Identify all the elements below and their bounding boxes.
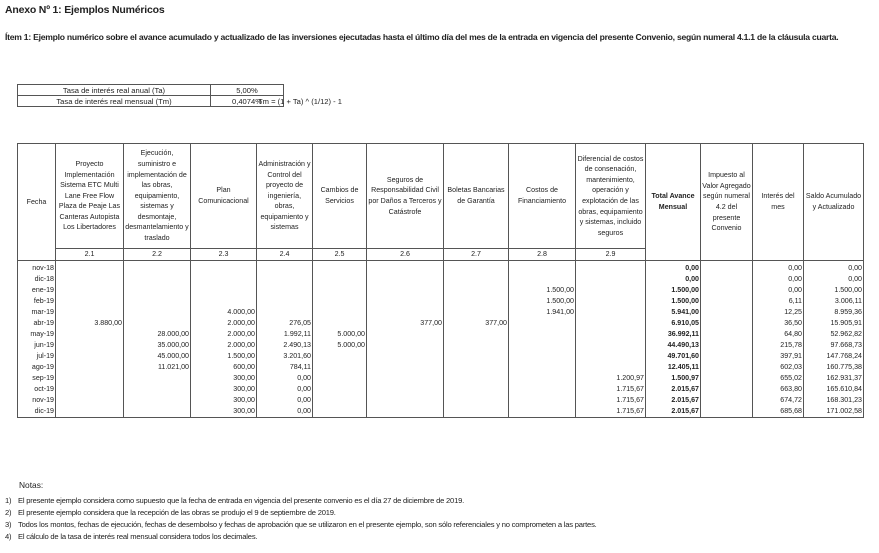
- value-cell: 215,78: [753, 340, 804, 351]
- value-cell: [701, 296, 753, 307]
- value-cell: [313, 384, 367, 395]
- value-cell: [56, 395, 124, 406]
- value-cell: 15.905,91: [804, 318, 864, 329]
- code-2-4: 2.4: [257, 249, 313, 261]
- value-cell: 5.000,00: [313, 329, 367, 340]
- col-header-2-1: Proyecto Implementación Sistema ETC Multi Lane Free Flow Plaza de Peaje Las Canteras Autopista Los Libertadores: [56, 144, 124, 249]
- col-header-2-8: Costos de Financiamiento: [509, 144, 576, 249]
- value-cell: [509, 274, 576, 285]
- value-cell: [576, 351, 646, 362]
- value-cell: [701, 340, 753, 351]
- value-cell: 162.931,37: [804, 373, 864, 384]
- rate-formula: Tm = (1 + Ta) ^ (1/12) - 1: [258, 97, 343, 106]
- value-cell: [367, 406, 444, 418]
- value-cell: [509, 384, 576, 395]
- value-cell: 147.768,24: [804, 351, 864, 362]
- value-cell: 1.500,00: [509, 296, 576, 307]
- value-cell: 1.715,67: [576, 395, 646, 406]
- value-cell: 6,11: [753, 296, 804, 307]
- value-cell: 0,00: [257, 384, 313, 395]
- col-header-2-3: Plan Comunicacional: [191, 144, 257, 249]
- value-cell: [313, 274, 367, 285]
- col-header-2-6: Seguros de Responsabilidad Civil por Daños a Terceros y Catástrofe: [367, 144, 444, 249]
- value-cell: [124, 384, 191, 395]
- value-cell: 2.000,00: [191, 318, 257, 329]
- value-cell: [313, 373, 367, 384]
- value-cell: [576, 285, 646, 296]
- col-header-2-7: Boletas Bancarias de Garantía: [444, 144, 509, 249]
- value-cell: [701, 395, 753, 406]
- page-title: Anexo Nº 1: Ejemplos Numéricos: [5, 4, 165, 16]
- value-cell: 0,00: [753, 274, 804, 285]
- annual-rate-value: 5,00%: [211, 85, 284, 96]
- value-cell: 49.701,60: [646, 351, 701, 362]
- value-cell: 64,80: [753, 329, 804, 340]
- table-row: [18, 406, 864, 418]
- col-header-total: Total Avance Mensual: [646, 144, 701, 261]
- note-text: El presente ejemplo considera que la recepción de las obras se produjo el 9 de septiembre de 2019.: [18, 508, 336, 517]
- value-cell: 1.500,00: [191, 351, 257, 362]
- value-cell: [576, 296, 646, 307]
- value-cell: [367, 362, 444, 373]
- value-cell: 1.992,11: [257, 329, 313, 340]
- value-cell: [701, 318, 753, 329]
- value-cell: [313, 395, 367, 406]
- value-cell: [56, 351, 124, 362]
- col-header-interes: Interés del mes: [753, 144, 804, 261]
- date-cell: dic-19: [18, 406, 56, 418]
- value-cell: [313, 318, 367, 329]
- code-2-6: 2.6: [367, 249, 444, 261]
- table-row: [18, 318, 864, 329]
- value-cell: 8.959,36: [804, 307, 864, 318]
- table-row: [18, 261, 864, 275]
- col-header-2-5: Cambios de Servicios: [313, 144, 367, 249]
- value-cell: 97.668,73: [804, 340, 864, 351]
- value-cell: 2.490,13: [257, 340, 313, 351]
- value-cell: [367, 373, 444, 384]
- value-cell: [56, 406, 124, 418]
- value-cell: [124, 406, 191, 418]
- date-cell: ene-19: [18, 285, 56, 296]
- value-cell: 36.992,11: [646, 329, 701, 340]
- value-cell: [124, 373, 191, 384]
- value-cell: [576, 318, 646, 329]
- note-number: 4): [5, 532, 12, 541]
- value-cell: [701, 307, 753, 318]
- col-header-2-4: Administración y Control del proyecto de ingeniería, obras, equipamiento y sistemas: [257, 144, 313, 249]
- value-cell: 0,00: [804, 274, 864, 285]
- value-cell: 0,00: [257, 373, 313, 384]
- value-cell: [56, 340, 124, 351]
- value-cell: [701, 373, 753, 384]
- value-cell: 2.015,67: [646, 384, 701, 395]
- value-cell: [313, 261, 367, 275]
- value-cell: 2.015,67: [646, 406, 701, 418]
- value-cell: 3.880,00: [56, 318, 124, 329]
- value-cell: 377,00: [444, 318, 509, 329]
- table-row: [18, 296, 864, 307]
- col-header-2-2: Ejecución, suministro e implementación de las obras, equipamiento, sistemas y desmontaje, desmantelamiento y traslado: [124, 144, 191, 249]
- date-cell: nov-18: [18, 261, 56, 275]
- value-cell: 0,00: [804, 261, 864, 275]
- value-cell: 1.500,00: [646, 285, 701, 296]
- value-cell: [509, 362, 576, 373]
- value-cell: 3.006,11: [804, 296, 864, 307]
- value-cell: [367, 384, 444, 395]
- value-cell: 1.715,67: [576, 406, 646, 418]
- value-cell: [56, 373, 124, 384]
- value-cell: 165.610,84: [804, 384, 864, 395]
- value-cell: 11.021,00: [124, 362, 191, 373]
- value-cell: [367, 274, 444, 285]
- value-cell: [576, 329, 646, 340]
- value-cell: [124, 261, 191, 275]
- date-cell: jul-19: [18, 351, 56, 362]
- value-cell: 300,00: [191, 406, 257, 418]
- value-cell: 1.715,67: [576, 384, 646, 395]
- value-cell: 168.301,23: [804, 395, 864, 406]
- value-cell: [509, 373, 576, 384]
- value-cell: 602,03: [753, 362, 804, 373]
- table-row: [18, 285, 864, 296]
- value-cell: [367, 395, 444, 406]
- code-2-5: 2.5: [313, 249, 367, 261]
- value-cell: [576, 274, 646, 285]
- value-cell: [701, 384, 753, 395]
- note-number: 3): [5, 520, 12, 529]
- value-cell: 0,00: [753, 285, 804, 296]
- value-cell: [257, 274, 313, 285]
- notes-heading: Notas:: [19, 480, 44, 490]
- table-row: [18, 340, 864, 351]
- value-cell: 1.500,97: [646, 373, 701, 384]
- value-cell: [257, 307, 313, 318]
- value-cell: [257, 261, 313, 275]
- monthly-rate-label: Tasa de interés real mensual (Tm): [18, 96, 211, 107]
- value-cell: [701, 362, 753, 373]
- value-cell: [257, 285, 313, 296]
- value-cell: 0,00: [257, 395, 313, 406]
- date-cell: sep-19: [18, 373, 56, 384]
- value-cell: [56, 274, 124, 285]
- table-row: [18, 329, 864, 340]
- value-cell: 0,00: [753, 261, 804, 275]
- value-cell: 12.405,11: [646, 362, 701, 373]
- value-cell: [313, 351, 367, 362]
- value-cell: 4.000,00: [191, 307, 257, 318]
- value-cell: [56, 329, 124, 340]
- col-header-iva: Impuesto al Valor Agregado según numeral 4.2 del presente Convenio: [701, 144, 753, 261]
- value-cell: [444, 373, 509, 384]
- value-cell: 2.000,00: [191, 329, 257, 340]
- code-2-2: 2.2: [124, 249, 191, 261]
- code-2-7: 2.7: [444, 249, 509, 261]
- table-row: [18, 384, 864, 395]
- col-header-2-9: Diferencial de costos de consenación, mantenimiento, operación y explotación de las obras, equipamiento y sistemas, incluido seguros: [576, 144, 646, 249]
- value-cell: [257, 296, 313, 307]
- col-header-fecha: Fecha: [18, 144, 56, 261]
- value-cell: 300,00: [191, 395, 257, 406]
- note-text: Todos los montos, fechas de ejecución, fechas de desembolso y fechas de aprobación que se utilizaron en el presente ejemplo, son sólo referenciales y no comprometen a las partes.: [18, 520, 597, 529]
- value-cell: [576, 340, 646, 351]
- value-cell: [701, 351, 753, 362]
- value-cell: [444, 351, 509, 362]
- header-row: [18, 144, 864, 249]
- table-body: [18, 261, 864, 418]
- value-cell: [191, 274, 257, 285]
- value-cell: [444, 261, 509, 275]
- value-cell: 300,00: [191, 384, 257, 395]
- value-cell: 52.962,82: [804, 329, 864, 340]
- value-cell: 1.500,00: [509, 285, 576, 296]
- value-cell: [576, 362, 646, 373]
- value-cell: 377,00: [367, 318, 444, 329]
- value-cell: [509, 329, 576, 340]
- note-item: [5, 519, 597, 531]
- value-cell: [56, 307, 124, 318]
- value-cell: 36,50: [753, 318, 804, 329]
- value-cell: 0,00: [646, 274, 701, 285]
- value-cell: [444, 362, 509, 373]
- value-cell: 663,80: [753, 384, 804, 395]
- date-cell: may-19: [18, 329, 56, 340]
- value-cell: [124, 395, 191, 406]
- value-cell: 160.775,38: [804, 362, 864, 373]
- value-cell: 1.941,00: [509, 307, 576, 318]
- value-cell: [367, 351, 444, 362]
- value-cell: 6.910,05: [646, 318, 701, 329]
- value-cell: [124, 318, 191, 329]
- value-cell: [444, 406, 509, 418]
- value-cell: 1.500,00: [804, 285, 864, 296]
- note-item: [5, 495, 597, 507]
- value-cell: [576, 261, 646, 275]
- code-2-8: 2.8: [509, 249, 576, 261]
- value-cell: [56, 362, 124, 373]
- table-row: [18, 362, 864, 373]
- date-cell: jun-19: [18, 340, 56, 351]
- value-cell: [509, 318, 576, 329]
- value-cell: [124, 307, 191, 318]
- table-row: [18, 274, 864, 285]
- value-cell: 2.000,00: [191, 340, 257, 351]
- table-row: [18, 351, 864, 362]
- item-description: Ítem 1: Ejemplo numérico sobre el avance acumulado y actualizado de las inversiones ejecutadas hasta el último día del mes de la entrada en vigencia del presente Convenio, según numeral 4.1.1 de la cláusula cuarta.: [5, 32, 839, 42]
- code-2-1: 2.1: [56, 249, 124, 261]
- value-cell: [191, 285, 257, 296]
- investment-table: [17, 143, 864, 418]
- value-cell: 1.500,00: [646, 296, 701, 307]
- note-number: 1): [5, 496, 12, 505]
- value-cell: [509, 351, 576, 362]
- interest-rates-table: [17, 84, 284, 107]
- value-cell: [124, 285, 191, 296]
- value-cell: [124, 274, 191, 285]
- value-cell: [56, 261, 124, 275]
- date-cell: abr-19: [18, 318, 56, 329]
- value-cell: [367, 296, 444, 307]
- value-cell: [444, 307, 509, 318]
- value-cell: [313, 285, 367, 296]
- value-cell: [56, 296, 124, 307]
- date-cell: feb-19: [18, 296, 56, 307]
- value-cell: 2.015,67: [646, 395, 701, 406]
- date-cell: nov-19: [18, 395, 56, 406]
- value-cell: [367, 340, 444, 351]
- date-cell: ago-19: [18, 362, 56, 373]
- value-cell: [444, 274, 509, 285]
- value-cell: [313, 406, 367, 418]
- code-2-3: 2.3: [191, 249, 257, 261]
- annual-rate-row: [18, 85, 284, 96]
- value-cell: [124, 296, 191, 307]
- value-cell: 1.200,97: [576, 373, 646, 384]
- value-cell: [191, 261, 257, 275]
- monthly-rate-value: 0,4074%: [211, 96, 284, 107]
- value-cell: 5.000,00: [313, 340, 367, 351]
- value-cell: [701, 285, 753, 296]
- value-cell: [56, 285, 124, 296]
- value-cell: [701, 406, 753, 418]
- date-cell: dic-18: [18, 274, 56, 285]
- value-cell: 685,68: [753, 406, 804, 418]
- table-row: [18, 373, 864, 384]
- value-cell: 28.000,00: [124, 329, 191, 340]
- monthly-rate-row: [18, 96, 284, 107]
- note-number: 2): [5, 508, 12, 517]
- value-cell: 300,00: [191, 373, 257, 384]
- value-cell: [313, 307, 367, 318]
- date-cell: oct-19: [18, 384, 56, 395]
- value-cell: 397,91: [753, 351, 804, 362]
- value-cell: 674,72: [753, 395, 804, 406]
- value-cell: [444, 296, 509, 307]
- value-cell: [444, 340, 509, 351]
- value-cell: [367, 285, 444, 296]
- value-cell: [444, 384, 509, 395]
- value-cell: [444, 329, 509, 340]
- value-cell: [701, 329, 753, 340]
- code-2-9: 2.9: [576, 249, 646, 261]
- value-cell: [701, 261, 753, 275]
- value-cell: 12,25: [753, 307, 804, 318]
- col-header-saldo: Saldo Acumulado y Actualizado: [804, 144, 864, 261]
- value-cell: [509, 406, 576, 418]
- table-row: [18, 307, 864, 318]
- value-cell: 45.000,00: [124, 351, 191, 362]
- value-cell: [509, 261, 576, 275]
- value-cell: [509, 340, 576, 351]
- value-cell: 784,11: [257, 362, 313, 373]
- annual-rate-label: Tasa de interés real anual (Ta): [18, 85, 211, 96]
- value-cell: [576, 307, 646, 318]
- value-cell: [367, 261, 444, 275]
- value-cell: 3.201,60: [257, 351, 313, 362]
- value-cell: 0,00: [646, 261, 701, 275]
- value-cell: [367, 329, 444, 340]
- note-item: [5, 531, 597, 543]
- date-cell: mar-19: [18, 307, 56, 318]
- value-cell: [56, 384, 124, 395]
- value-cell: 5.941,00: [646, 307, 701, 318]
- table-row: [18, 395, 864, 406]
- value-cell: [444, 285, 509, 296]
- value-cell: [444, 395, 509, 406]
- value-cell: [191, 296, 257, 307]
- value-cell: 44.490,13: [646, 340, 701, 351]
- value-cell: [313, 296, 367, 307]
- notes-section: [5, 480, 597, 543]
- note-text: El cálculo de la tasa de interés real mensual considera todos los decimales.: [18, 532, 258, 541]
- value-cell: 276,05: [257, 318, 313, 329]
- value-cell: 35.000,00: [124, 340, 191, 351]
- value-cell: [701, 274, 753, 285]
- value-cell: 0,00: [257, 406, 313, 418]
- value-cell: [367, 307, 444, 318]
- note-text: El presente ejemplo considera como supuesto que la fecha de entrada en vigencia del presente convenio es el día 27 de diciembre de 2019.: [18, 496, 465, 505]
- note-item: [5, 507, 597, 519]
- value-cell: 655,02: [753, 373, 804, 384]
- value-cell: [313, 362, 367, 373]
- value-cell: 600,00: [191, 362, 257, 373]
- value-cell: [509, 395, 576, 406]
- value-cell: 171.002,58: [804, 406, 864, 418]
